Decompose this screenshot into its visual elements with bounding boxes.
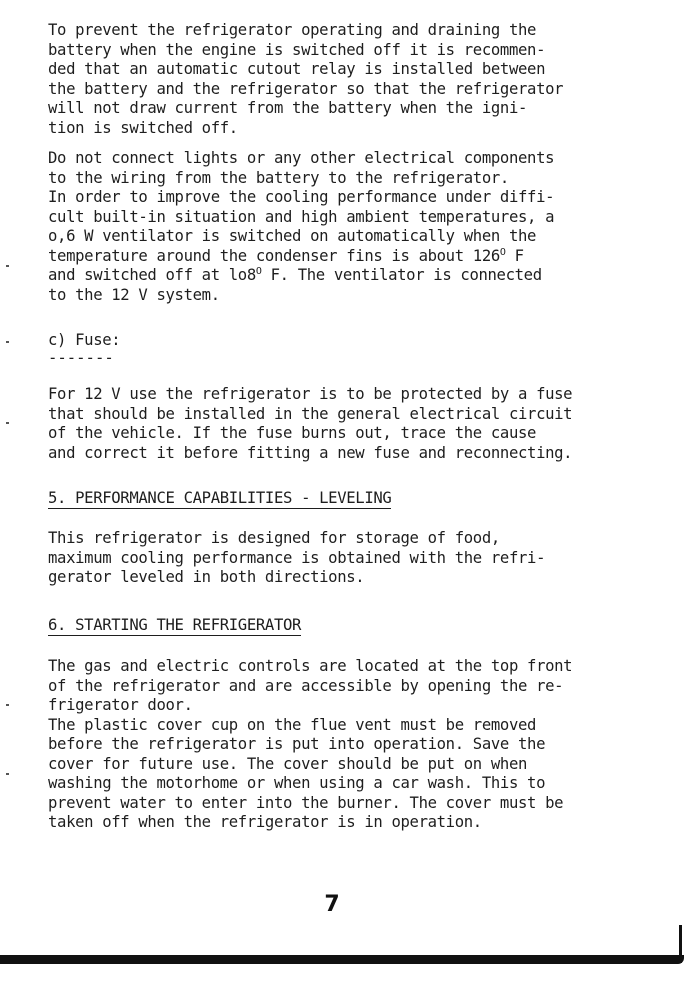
paragraph-relay	[48, 21, 678, 138]
section-5-heading-block	[48, 488, 678, 509]
paragraph-fuse	[48, 385, 678, 463]
text-line: prevent water to enter into the burner. The cover must be	[48, 793, 564, 812]
text-line: o,6 W ventilator is switched on automatically when the	[48, 227, 537, 245]
text-line: before the refrigerator is put into operation. Save the	[48, 735, 546, 753]
fuse-heading-rule: -------	[48, 348, 114, 367]
text-line: gerator leveled in both directions.	[48, 568, 365, 586]
degree-mark: O	[499, 246, 506, 258]
text-line: to the wiring from the battery to the refrigerator.	[48, 168, 509, 187]
text-line: that should be installed in the general electrical circuit	[48, 404, 573, 423]
text-segment: temperature around the condenser fins is about 126	[48, 246, 500, 265]
text-line: Do not connect lights or any other electrical components	[48, 149, 555, 167]
paragraph-leveling	[48, 529, 678, 588]
paragraph-starting	[48, 657, 678, 833]
fuse-heading: c) Fuse:	[48, 331, 121, 349]
margin-speck	[6, 265, 9, 267]
text-segment: and switched off at lo8	[48, 266, 256, 284]
page-bottom-shadow	[0, 955, 684, 964]
section-6-heading: 6. STARTING THE REFRIGERATOR	[48, 616, 302, 634]
page-number: 7	[324, 892, 340, 917]
text-line: tion is switched off.	[48, 118, 238, 137]
degree-mark: O	[255, 265, 262, 277]
text-line: the battery and the refrigerator so that the refrigerator	[48, 79, 564, 98]
section-6-heading-block	[48, 615, 678, 636]
text-line: This refrigerator is designed for storage of food,	[48, 529, 500, 547]
text-line: washing the motorhome or when using a car wash. This to	[48, 774, 546, 792]
paragraph-wiring-ventilator	[48, 149, 678, 305]
margin-speck	[6, 341, 9, 343]
text-line: The plastic cover cup on the flue vent must be removed	[48, 715, 537, 734]
margin-speck	[6, 422, 9, 424]
text-line: To prevent the refrigerator operating and draining the	[48, 21, 537, 39]
margin-speck	[6, 773, 9, 775]
text-line: battery when the engine is switched off it is recommen-	[48, 40, 546, 59]
text-line-temperature-off	[48, 266, 678, 286]
text-segment: F. The ventilator is connected	[261, 266, 542, 284]
text-line: and correct it before fitting a new fuse and reconnecting.	[48, 443, 573, 462]
fuse-heading-block	[48, 331, 678, 365]
text-line: cover for future use. The cover should be put on when	[48, 754, 528, 773]
text-segment: F	[505, 246, 524, 265]
text-line: will not draw current from the battery when the igni-	[48, 99, 528, 117]
text-line: maximum cooling performance is obtained with the refri-	[48, 548, 546, 567]
text-line: ded that an automatic cutout relay is installed between	[48, 60, 546, 78]
text-line: In order to improve the cooling performance under diffi-	[48, 188, 555, 206]
text-line: of the vehicle. If the fuse burns out, trace the cause	[48, 424, 537, 442]
text-line: frigerator door.	[48, 696, 193, 714]
section-5-heading: 5. PERFORMANCE CAPABILITIES - LEVELING	[48, 489, 392, 507]
text-line-temperature-on	[48, 247, 678, 267]
text-line: The gas and electric controls are located at the top front	[48, 657, 573, 675]
margin-speck	[6, 704, 9, 706]
text-line: taken off when the refrigerator is in operation.	[48, 813, 482, 831]
text-line: For 12 V use the refrigerator is to be protected by a fuse	[48, 385, 573, 403]
text-line: to the 12 V system.	[48, 285, 220, 304]
text-line: cult built-in situation and high ambient temperatures, a	[48, 207, 555, 226]
text-line: of the refrigerator and are accessible by opening the re-	[48, 676, 564, 695]
